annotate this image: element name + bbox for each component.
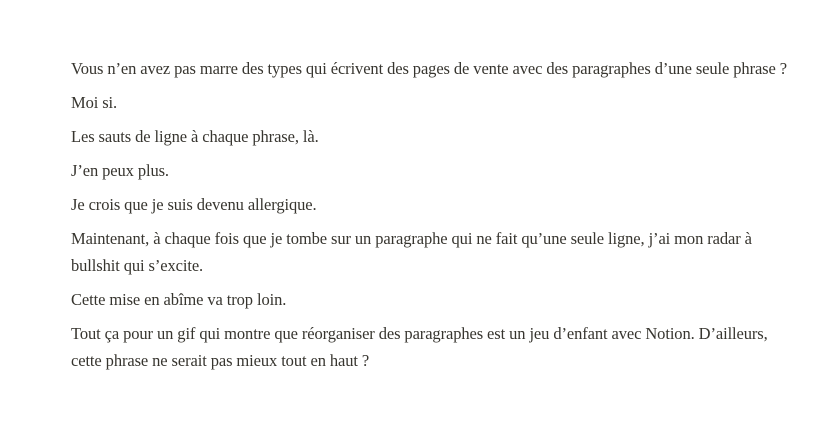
paragraph[interactable]: Tout ça pour un gif qui montre que réorganiser des paragraphes est un jeu d’enfant avec Notion. D’ailleurs, cette phrase ne serait pas mieux tout en haut ? <box>71 324 768 370</box>
paragraph[interactable]: Cette mise en abîme va trop loin. <box>71 290 287 309</box>
document-body <box>71 55 791 381</box>
paragraph[interactable]: Vous n’en avez pas marre des types qui écrivent des pages de vente avec des paragraphes d’une seule phrase ? <box>71 59 787 78</box>
paragraph[interactable]: Moi si. <box>71 93 118 112</box>
paragraph[interactable]: J’en peux plus. <box>71 161 169 180</box>
paragraph[interactable]: Maintenant, à chaque fois que je tombe sur un paragraphe qui ne fait qu’une seule ligne, j’ai mon radar à bullshit qui s’excite. <box>71 229 752 275</box>
paragraph[interactable]: Les sauts de ligne à chaque phrase, là. <box>71 127 319 146</box>
paragraph[interactable]: Je crois que je suis devenu allergique. <box>71 195 317 214</box>
